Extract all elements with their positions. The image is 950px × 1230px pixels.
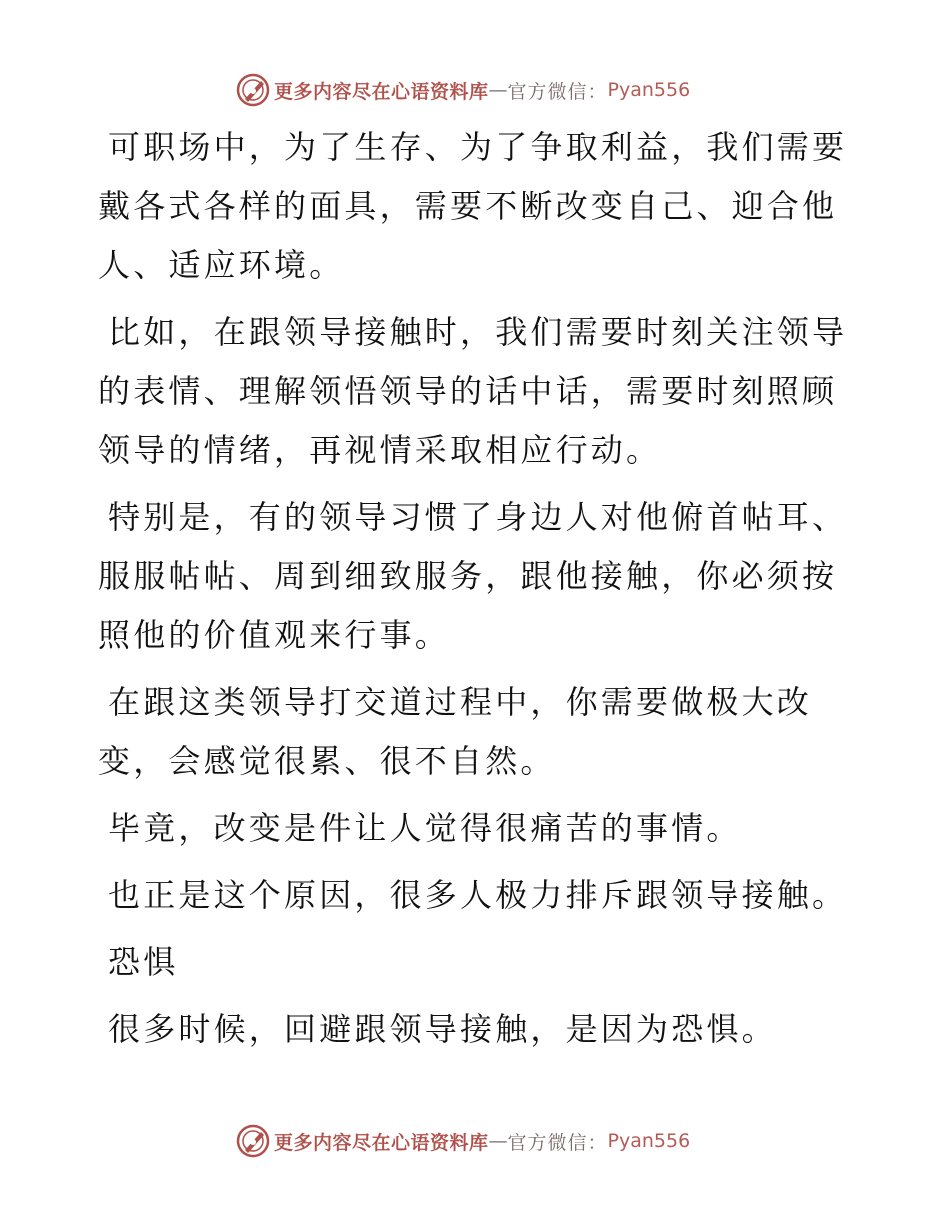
site-name: 更多内容尽在心语资料库: [274, 80, 489, 103]
paragraph-1: 可职场中，为了生存、为了争取利益，我们需要戴各式各样的面具，需要不断改变自己、迎合他人、适应环境。: [98, 128, 848, 284]
paragraph-2: 比如，在跟领导接触时，我们需要时刻关注领导的表情、理解领悟领导的话中话，需要时刻照顾领导的情绪，再视情采取相应行动。: [98, 313, 848, 469]
footer-banner: [236, 1123, 690, 1159]
header-banner: [236, 72, 690, 108]
paragraph-7: 很多时候，回避跟领导接触，是因为恐惧。: [108, 1010, 777, 1048]
section-heading-fear: 恐惧: [108, 943, 179, 981]
site-name: 更多内容尽在心语资料库: [274, 1131, 489, 1154]
pen-logo-icon: [236, 73, 270, 107]
paragraph-4: 在跟这类领导打交道过程中，你需要做极大改变，会感觉很累、很不自然。: [98, 683, 813, 780]
wechat-handle: Pyan556: [607, 1130, 691, 1152]
paragraph-6: 也正是这个原因，很多人极力排斥跟领导接触。: [108, 876, 848, 914]
banner-separator: —: [488, 1130, 508, 1152]
banner-separator: —: [488, 79, 508, 101]
paragraph-3: 特别是，有的领导习惯了身边人对他俯首帖耳、服服帖帖、周到细致服务，跟他接触，你必须按照他的价值观来行事。: [98, 498, 848, 654]
wechat-label: 官方微信：: [507, 80, 608, 103]
pen-logo-icon: [236, 1124, 270, 1158]
paragraph-5: 毕竟，改变是件让人觉得很痛苦的事情。: [108, 809, 742, 847]
wechat-label: 官方微信：: [507, 1131, 608, 1154]
document-body: [98, 118, 858, 1067]
wechat-handle: Pyan556: [607, 79, 691, 101]
